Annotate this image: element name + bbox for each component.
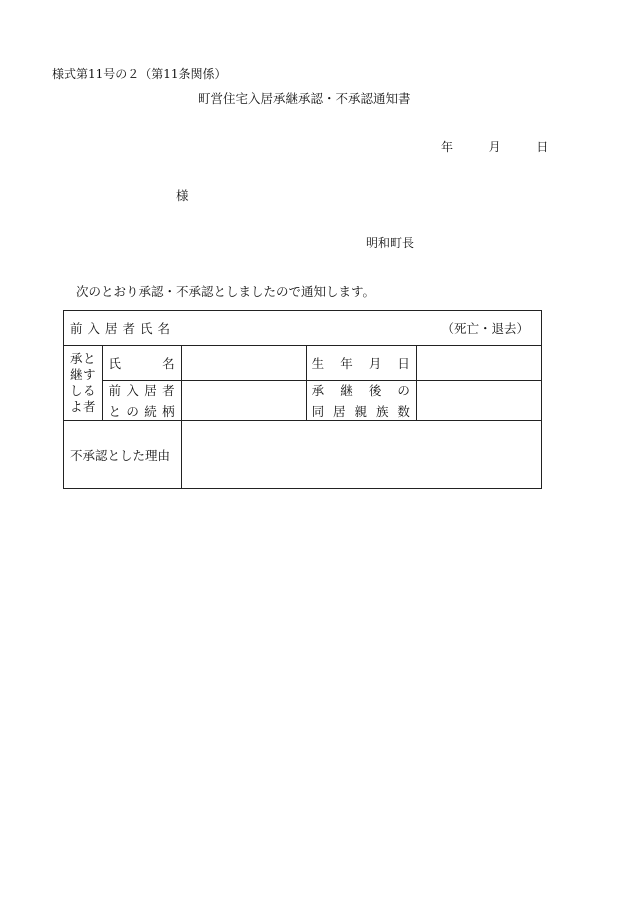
form-number: 様式第11号の２（第11条関係）	[52, 67, 227, 81]
date-year-label: 年	[441, 140, 454, 154]
label-char: 居	[144, 383, 157, 398]
label-char: 続	[144, 404, 157, 419]
label-char: の	[126, 404, 139, 419]
label-char: 月	[368, 356, 382, 371]
relationship-label	[102, 381, 181, 421]
label-char: 承	[311, 383, 325, 398]
successor-name-label	[102, 346, 181, 381]
previous-resident-status-note: （死亡・退去）	[441, 321, 529, 336]
rejection-reason-label	[64, 421, 182, 489]
date-month-label: 月	[488, 140, 501, 154]
date-of-birth-field[interactable]	[416, 346, 541, 381]
date-of-birth-label-text	[307, 354, 416, 372]
successor-char: よ	[69, 399, 83, 414]
household-count-label-line1	[312, 381, 410, 399]
label-char: 者	[162, 383, 175, 398]
label-char: 年	[340, 356, 353, 371]
date-of-birth-label	[306, 346, 416, 381]
body-text: 次のとおり承認・不承認としましたので通知します。	[76, 284, 376, 299]
name-label-part: 氏	[108, 356, 122, 371]
previous-resident-label: 前入居者氏名	[70, 321, 176, 336]
label-char: 居	[333, 404, 346, 419]
issuer-name: 明和町長	[366, 236, 415, 250]
successor-char: 者	[82, 399, 96, 414]
notification-form-table	[63, 310, 542, 489]
date-day-label: 日	[536, 140, 549, 154]
name-label-part: 名	[162, 356, 175, 371]
label-char: の	[397, 383, 410, 398]
label-char: 継	[340, 383, 353, 398]
household-count-field[interactable]	[416, 381, 541, 421]
relationship-label-line2	[109, 402, 175, 420]
label-char: 後	[368, 383, 382, 398]
label-char: 生	[311, 356, 325, 371]
label-char: 柄	[162, 404, 175, 419]
label-char: 族	[375, 404, 389, 419]
label-char: と	[108, 404, 122, 419]
successor-name-field[interactable]	[181, 346, 306, 381]
previous-resident-row	[64, 311, 542, 346]
relationship-field[interactable]	[181, 381, 306, 421]
label-char: 日	[397, 356, 410, 371]
relationship-label-line1	[109, 381, 175, 399]
label-char: 数	[397, 404, 410, 419]
successor-char: す	[82, 367, 96, 382]
successor-char: と	[82, 351, 96, 366]
label-char: 同	[311, 404, 325, 419]
label-char: 入	[126, 383, 139, 398]
rejection-reason-field[interactable]	[181, 421, 541, 489]
successor-group-label	[64, 346, 103, 421]
date-line	[441, 141, 548, 153]
household-count-label-line2	[312, 402, 410, 420]
label-char: 前	[108, 383, 122, 398]
addressee-honorific: 様	[176, 188, 189, 203]
successor-char: る	[82, 383, 96, 398]
successor-char: 継	[69, 367, 83, 382]
successor-char: 承	[69, 351, 83, 366]
successor-char: し	[69, 383, 83, 398]
document-title: 町営住宅入居承継承認・不承認通知書	[198, 91, 411, 106]
rejection-reason-label-text: 不承認とした理由	[70, 447, 171, 463]
label-char: 親	[354, 404, 368, 419]
successor-group-vertical-text	[64, 351, 102, 415]
household-count-label	[306, 381, 416, 421]
